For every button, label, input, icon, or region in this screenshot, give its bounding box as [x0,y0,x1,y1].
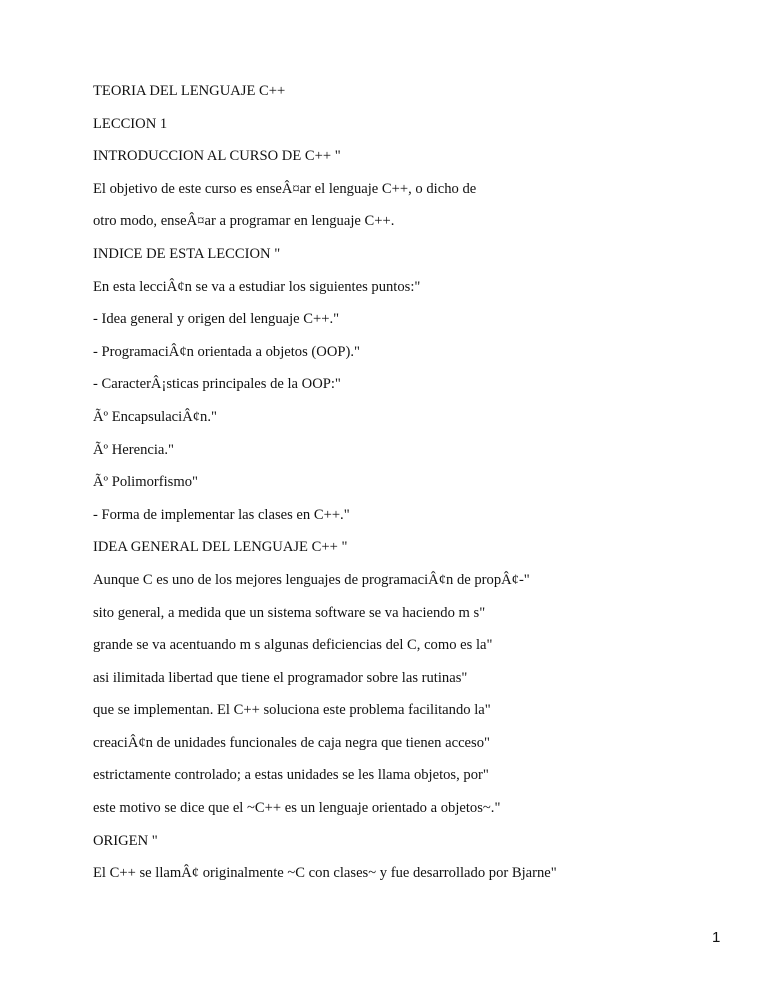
section-heading-origen: ORIGEN " [93,832,158,849]
section-heading-indice: INDICE DE ESTA LECCION " [93,245,281,262]
sub-list-item: Ãº Polimorfismo" [93,474,198,491]
paragraph-line: creaciÂ¢n de unidades funcionales de caja negra que tienen acceso" [93,734,490,751]
paragraph-line: grande se va acentuando m s algunas deficiencias del C, como es la" [93,637,493,654]
document-title: TEORIA DEL LENGUAJE C++ [93,83,286,99]
paragraph-line: El objetivo de este curso es enseÂ¤ar el lenguaje C++, o dicho de [93,180,477,197]
document-body [93,75,713,890]
paragraph-line: otro modo, enseÂ¤ar a programar en lenguaje C++. [93,213,395,230]
paragraph-line: estrictamente controlado; a estas unidades se les llama objetos, por" [93,767,489,784]
paragraph-line: sito general, a medida que un sistema software se va haciendo m s" [93,604,486,621]
paragraph-line: Aunque C es uno de los mejores lenguajes de programaciÂ¢n de propÂ¢-" [93,571,530,588]
list-item: - ProgramaciÂ¢n orientada a objetos (OOP)." [93,343,360,360]
list-item: - CaracterÂ¡sticas principales de la OOP:" [93,376,341,393]
paragraph-line: asi ilimitada libertad que tiene el programador sobre las rutinas" [93,669,468,686]
section-heading-idea-general: IDEA GENERAL DEL LENGUAJE C++ " [93,539,348,556]
lesson-heading: LECCION 1 [93,115,168,132]
paragraph-line: El C++ se llamÂ¢ originalmente ~C con clases~ y fue desarrollado por Bjarne" [93,865,557,882]
list-item: - Idea general y origen del lenguaje C++." [93,311,340,328]
paragraph-line: este motivo se dice que el ~C++ es un lenguaje orientado a objetos~." [93,800,501,817]
page-number: 1 [712,929,721,946]
list-item: - Forma de implementar las clases en C++." [93,506,350,523]
paragraph-line: que se implementan. El C++ soluciona este problema facilitando la" [93,702,491,719]
section-heading-introduccion: INTRODUCCION AL CURSO DE C++ " [93,148,341,165]
sub-list-item: Ãº EncapsulaciÂ¢n." [93,408,217,425]
paragraph-line: En esta lecciÂ¢n se va a estudiar los siguientes puntos:" [93,278,421,295]
sub-list-item: Ãº Herencia." [93,441,174,458]
